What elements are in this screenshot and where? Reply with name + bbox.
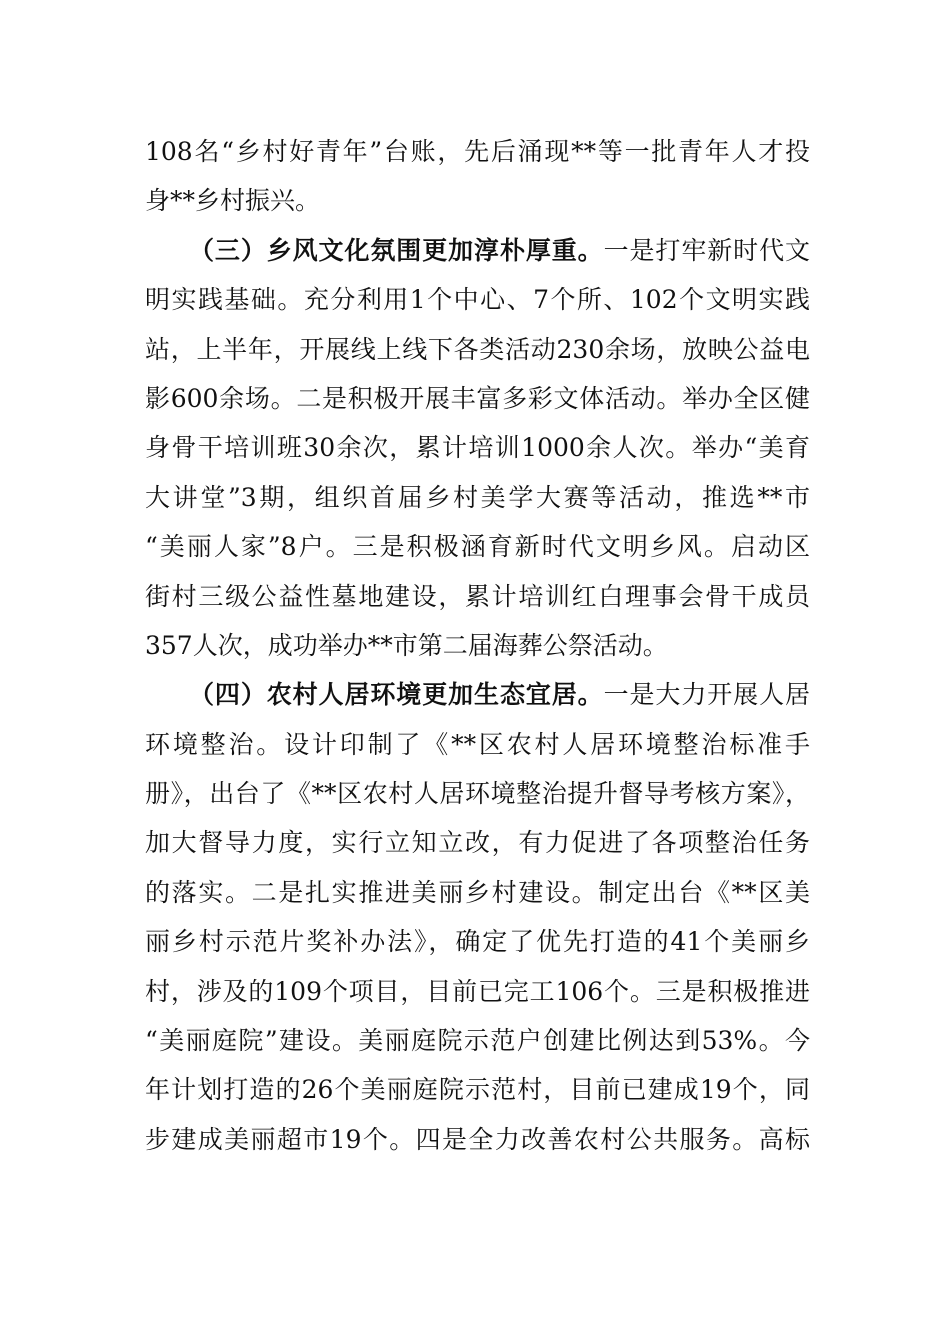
paragraph-line: 身**乡村振兴。 bbox=[145, 186, 321, 216]
paragraph-line: 步建成美丽超市19个。四是全力改善农村公共服务。高标 bbox=[145, 1124, 810, 1154]
paragraph-line: 站，上半年，开展线上线下各类活动230余场，放映公益电 bbox=[145, 334, 810, 364]
section-heading-3: （三）乡风文化氛围更加淳朴厚重。 bbox=[189, 235, 604, 265]
paragraph-line: “美丽庭院”建设。美丽庭院示范户创建比例达到53%。今 bbox=[145, 1026, 810, 1056]
paragraph-text: 一是打牢新时代文 bbox=[603, 235, 810, 265]
section-heading-4: （四）农村人居环境更加生态宜居。 bbox=[189, 680, 604, 710]
paragraph-line: 357人次，成功举办**市第二届海葬公祭活动。 bbox=[145, 630, 668, 660]
paragraph-line: 身骨干培训班30余次，累计培训1000余人次。举办“美育 bbox=[145, 433, 810, 463]
paragraph-line: 丽乡村示范片奖补办法》，确定了优先打造的41个美丽乡 bbox=[145, 927, 810, 957]
paragraph-line: 街村三级公益性墓地建设，累计培训红白理事会骨干成员 bbox=[145, 581, 810, 611]
paragraph-line: 加大督导力度，实行立知立改，有力促进了各项整治任务 bbox=[145, 828, 810, 858]
paragraph-line: 大讲堂”3期，组织首届乡村美学大赛等活动，推选**市 bbox=[145, 482, 810, 512]
paragraph-line: 环境整治。设计印制了《**区农村人居环境整治标准手 bbox=[145, 729, 810, 759]
document-body bbox=[145, 127, 810, 1164]
paragraph-line: 明实践基础。充分利用1个中心、7个所、102个文明实践 bbox=[145, 285, 810, 315]
paragraph-line: “美丽人家”8户。三是积极涵育新时代文明乡风。启动区 bbox=[145, 532, 810, 562]
paragraph-text: 一是大力开展人居 bbox=[603, 680, 810, 710]
paragraph-line: 影600余场。二是积极开展丰富多彩文体活动。举办全区健 bbox=[145, 383, 810, 413]
paragraph-line: 年计划打造的26个美丽庭院示范村，目前已建成19个，同 bbox=[145, 1075, 810, 1105]
paragraph-line: 的落实。二是扎实推进美丽乡村建设。制定出台《**区美 bbox=[145, 877, 810, 907]
paragraph-line: 册》，出台了《**区农村人居环境整治提升督导考核方案》， bbox=[145, 779, 810, 809]
section-heading-line bbox=[145, 670, 810, 719]
paragraph-line: 108名“乡村好青年”台账，先后涌现**等一批青年人才投 bbox=[145, 137, 810, 166]
paragraph-line: 村，涉及的109个项目，目前已完工106个。三是积极推进 bbox=[145, 976, 810, 1006]
section-heading-line bbox=[145, 226, 810, 275]
